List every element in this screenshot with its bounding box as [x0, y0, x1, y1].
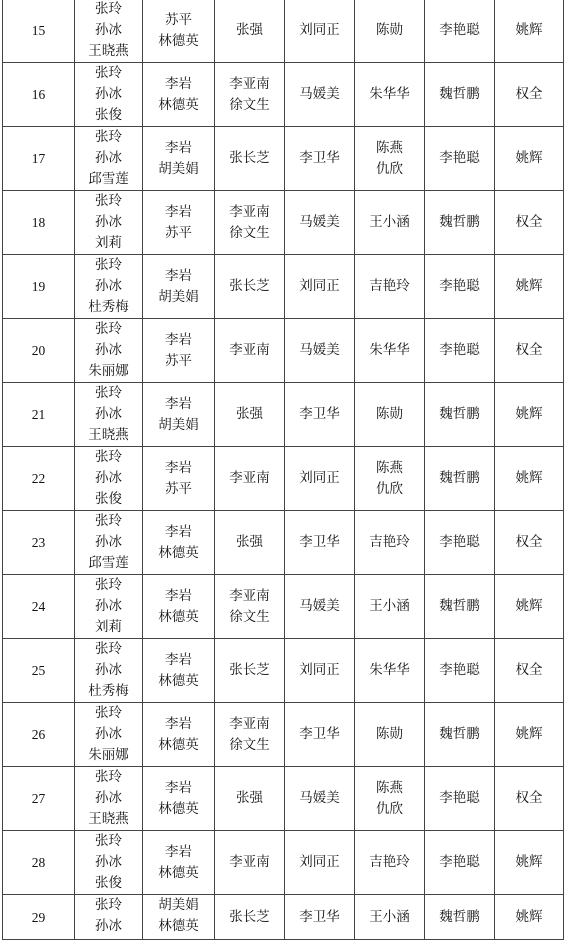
group-a-cell — [75, 319, 143, 383]
table-row — [3, 575, 564, 639]
row-number-cell: 15 — [3, 0, 75, 63]
name-text: 李艳聪 — [439, 342, 480, 358]
group-g-cell — [495, 319, 564, 383]
name-text: 刘同正 — [299, 854, 340, 870]
name-text: 李亚南 — [229, 203, 270, 220]
name-text: 陈燕 — [376, 779, 403, 796]
group-a-cell — [75, 127, 143, 191]
name-text: 孙冰 — [95, 470, 122, 486]
group-c-cell — [215, 255, 285, 319]
name-text: 张玲 — [95, 705, 122, 721]
name-text: 李卫华 — [299, 908, 340, 925]
group-b-cell — [143, 639, 215, 703]
name-text: 张玲 — [95, 385, 122, 401]
table-row — [3, 383, 564, 447]
name-text: 李艳聪 — [439, 790, 480, 806]
group-d-cell — [285, 127, 355, 191]
group-c-cell — [215, 831, 285, 895]
name-text: 李亚南 — [229, 587, 270, 604]
name-text: 朱丽娜 — [88, 747, 129, 763]
name-text: 权全 — [515, 534, 543, 550]
name-text: 姚辉 — [515, 598, 543, 614]
name-text: 姚辉 — [515, 726, 543, 742]
name-text: 孙冰 — [95, 662, 122, 678]
group-d-cell — [285, 63, 355, 127]
group-f-cell — [425, 767, 495, 831]
name-text: 李艳聪 — [439, 278, 480, 294]
name-text: 李岩 — [165, 203, 192, 220]
name-text: 魏哲鹏 — [439, 214, 480, 230]
name-text: 魏哲鹏 — [439, 726, 480, 742]
group-b-cell — [143, 255, 215, 319]
group-c-cell — [215, 127, 285, 191]
name-text: 李亚南 — [229, 75, 270, 92]
name-text: 徐文生 — [229, 96, 270, 113]
group-d-cell — [285, 191, 355, 255]
row-number-cell: 20 — [3, 319, 75, 383]
name-text: 张强 — [236, 534, 263, 550]
name-text: 张强 — [236, 22, 263, 38]
group-f-cell — [425, 639, 495, 703]
group-d-cell — [285, 511, 355, 575]
name-text: 孙冰 — [95, 406, 122, 422]
group-d-cell — [285, 255, 355, 319]
roster-sheet — [2, 0, 563, 940]
group-g-cell — [495, 63, 564, 127]
group-e-cell — [355, 319, 425, 383]
table-row — [3, 127, 564, 191]
name-text: 张玲 — [95, 769, 122, 785]
row-number-cell: 25 — [3, 639, 75, 703]
name-text: 李岩 — [165, 651, 192, 668]
name-text: 徐文生 — [229, 736, 270, 753]
group-a-cell — [75, 767, 143, 831]
table-row — [3, 703, 564, 767]
name-text: 林德英 — [158, 736, 199, 753]
group-f-cell — [425, 447, 495, 511]
group-d-cell — [285, 319, 355, 383]
name-text: 刘同正 — [299, 22, 340, 38]
group-g-cell — [495, 511, 564, 575]
name-text: 朱华华 — [369, 662, 410, 678]
name-text: 魏哲鹏 — [439, 598, 480, 614]
name-text: 马媛美 — [299, 598, 340, 614]
name-text: 张俊 — [95, 875, 122, 891]
name-text: 姚辉 — [515, 150, 543, 166]
name-text: 苏平 — [165, 480, 192, 497]
name-text: 仇欣 — [376, 480, 403, 497]
group-g-cell — [495, 255, 564, 319]
name-text: 姚辉 — [515, 470, 543, 486]
name-text: 李亚南 — [229, 854, 270, 870]
group-e-cell — [355, 0, 425, 63]
name-text: 张玲 — [95, 897, 122, 913]
name-text: 刘同正 — [299, 470, 340, 486]
name-text: 权全 — [515, 86, 543, 102]
name-text: 李艳聪 — [439, 534, 480, 550]
name-text: 李岩 — [165, 331, 192, 348]
group-f-cell — [425, 255, 495, 319]
name-text: 李岩 — [165, 267, 192, 284]
group-g-cell — [495, 575, 564, 639]
name-text: 王晓燕 — [88, 811, 129, 827]
name-text: 孙冰 — [95, 790, 122, 806]
group-a-cell — [75, 191, 143, 255]
row-number-cell: 26 — [3, 703, 75, 767]
name-text: 李卫华 — [299, 726, 340, 742]
name-text: 张玲 — [95, 833, 122, 849]
name-text: 陈勋 — [376, 726, 403, 742]
group-d-cell — [285, 639, 355, 703]
name-text: 苏平 — [165, 352, 192, 369]
name-text: 魏哲鹏 — [439, 908, 480, 925]
row-number-cell: 16 — [3, 63, 75, 127]
group-a-cell — [75, 831, 143, 895]
group-e-cell — [355, 383, 425, 447]
table-row — [3, 319, 564, 383]
name-text: 陈燕 — [376, 139, 403, 156]
row-number-cell: 29 — [3, 895, 75, 940]
name-text: 陈燕 — [376, 459, 403, 476]
group-a-cell — [75, 575, 143, 639]
name-text: 胡美娟 — [158, 160, 199, 177]
name-text: 孙冰 — [95, 854, 122, 870]
row-number-cell: 19 — [3, 255, 75, 319]
group-f-cell — [425, 63, 495, 127]
group-c-cell — [215, 191, 285, 255]
name-text: 林德英 — [158, 672, 199, 689]
name-text: 李卫华 — [299, 406, 340, 422]
row-number-cell: 24 — [3, 575, 75, 639]
group-d-cell — [285, 831, 355, 895]
name-text: 李艳聪 — [439, 22, 480, 38]
group-e-cell — [355, 703, 425, 767]
name-text: 孙冰 — [95, 86, 122, 102]
name-text: 权全 — [515, 342, 543, 358]
name-text: 孙冰 — [95, 918, 122, 934]
name-text: 林德英 — [158, 544, 199, 561]
name-text: 李岩 — [165, 139, 192, 156]
group-e-cell — [355, 255, 425, 319]
group-e-cell — [355, 511, 425, 575]
name-text: 李岩 — [165, 523, 192, 540]
name-text: 陈勋 — [376, 22, 403, 38]
group-d-cell — [285, 575, 355, 639]
name-text: 李亚南 — [229, 715, 270, 732]
group-b-cell — [143, 703, 215, 767]
group-a-cell — [75, 447, 143, 511]
name-text: 魏哲鹏 — [439, 406, 480, 422]
name-text: 林德英 — [158, 608, 199, 625]
name-text: 李艳聪 — [439, 662, 480, 678]
name-text: 李亚南 — [229, 342, 270, 358]
group-b-cell — [143, 127, 215, 191]
row-number-cell: 27 — [3, 767, 75, 831]
name-text: 王晓燕 — [88, 427, 129, 443]
name-text: 刘莉 — [95, 619, 122, 635]
name-text: 王小涵 — [369, 908, 410, 925]
name-text: 姚辉 — [515, 908, 543, 925]
name-text: 苏平 — [165, 11, 192, 28]
group-g-cell — [495, 127, 564, 191]
name-text: 朱华华 — [369, 342, 410, 358]
group-g-cell — [495, 383, 564, 447]
name-text: 邱雪莲 — [88, 555, 129, 571]
group-d-cell — [285, 767, 355, 831]
name-text: 孙冰 — [95, 598, 122, 614]
group-a-cell — [75, 383, 143, 447]
name-text: 吉艳玲 — [369, 854, 410, 870]
name-text: 仇欣 — [376, 160, 403, 177]
name-text: 刘同正 — [299, 662, 340, 678]
group-g-cell — [495, 447, 564, 511]
name-text: 张长芝 — [229, 662, 270, 678]
name-text: 李艳聪 — [439, 150, 480, 166]
row-number-cell: 22 — [3, 447, 75, 511]
group-g-cell — [495, 831, 564, 895]
name-text: 苏平 — [165, 224, 192, 241]
group-g-cell — [495, 639, 564, 703]
group-a-cell — [75, 639, 143, 703]
name-text: 张长芝 — [229, 150, 270, 166]
group-e-cell — [355, 575, 425, 639]
name-text: 孙冰 — [95, 726, 122, 742]
name-text: 张俊 — [95, 491, 122, 507]
name-text: 李岩 — [165, 843, 192, 860]
name-text: 孙冰 — [95, 534, 122, 550]
name-text: 张强 — [236, 406, 263, 422]
group-f-cell — [425, 703, 495, 767]
group-f-cell — [425, 127, 495, 191]
table-row — [3, 191, 564, 255]
name-text: 李岩 — [165, 459, 192, 476]
name-text: 张强 — [236, 790, 263, 806]
group-b-cell — [143, 511, 215, 575]
group-g-cell — [495, 703, 564, 767]
name-text: 王晓燕 — [88, 43, 129, 59]
table-row — [3, 767, 564, 831]
name-text: 马媛美 — [299, 214, 340, 230]
name-text: 吉艳玲 — [369, 278, 410, 294]
name-text: 权全 — [515, 790, 543, 806]
row-number-cell: 18 — [3, 191, 75, 255]
group-c-cell — [215, 767, 285, 831]
group-a-cell — [75, 0, 143, 63]
roster-table — [2, 0, 564, 940]
group-e-cell — [355, 639, 425, 703]
name-text: 张玲 — [95, 257, 122, 273]
name-text: 张玲 — [95, 193, 122, 209]
roster-body — [3, 0, 564, 940]
name-text: 林德英 — [158, 864, 199, 881]
name-text: 王小涵 — [369, 214, 410, 230]
group-e-cell — [355, 831, 425, 895]
group-c-cell — [215, 703, 285, 767]
table-row — [3, 447, 564, 511]
group-a-cell — [75, 255, 143, 319]
name-text: 姚辉 — [515, 22, 543, 38]
group-a-cell — [75, 63, 143, 127]
name-text: 李亚南 — [229, 470, 270, 486]
name-text: 张俊 — [95, 107, 122, 123]
name-text: 李岩 — [165, 715, 192, 732]
name-text: 徐文生 — [229, 608, 270, 625]
table-row — [3, 255, 564, 319]
name-text: 李卫华 — [299, 150, 340, 166]
name-text: 王小涵 — [369, 598, 410, 614]
group-b-cell — [143, 383, 215, 447]
name-text: 张玲 — [95, 449, 122, 465]
group-c-cell — [215, 383, 285, 447]
name-text: 朱丽娜 — [88, 363, 129, 379]
group-a-cell — [75, 511, 143, 575]
name-text: 杜秀梅 — [88, 683, 129, 699]
name-text: 李卫华 — [299, 534, 340, 550]
group-f-cell — [425, 383, 495, 447]
group-a-cell — [75, 703, 143, 767]
group-c-cell — [215, 319, 285, 383]
name-text: 李艳聪 — [439, 854, 480, 870]
group-b-cell — [143, 831, 215, 895]
name-text: 张玲 — [95, 129, 122, 145]
table-row — [3, 511, 564, 575]
name-text: 张玲 — [95, 641, 122, 657]
group-c-cell — [215, 447, 285, 511]
group-e-cell — [355, 191, 425, 255]
name-text: 刘同正 — [299, 278, 340, 294]
name-text: 胡美娟 — [158, 416, 199, 433]
table-row — [3, 831, 564, 895]
name-text: 林德英 — [158, 32, 199, 49]
group-b-cell — [143, 319, 215, 383]
name-text: 张玲 — [95, 577, 122, 593]
group-d-cell — [285, 0, 355, 63]
group-c-cell — [215, 63, 285, 127]
name-text: 张玲 — [95, 1, 122, 17]
group-b-cell — [143, 191, 215, 255]
name-text: 马媛美 — [299, 342, 340, 358]
group-d-cell — [285, 447, 355, 511]
name-text: 张长芝 — [229, 908, 270, 925]
name-text: 胡美娟 — [158, 288, 199, 305]
name-text: 杜秀梅 — [88, 299, 129, 315]
group-b-cell — [143, 447, 215, 511]
name-text: 魏哲鹏 — [439, 470, 480, 486]
group-d-cell — [285, 383, 355, 447]
name-text: 姚辉 — [515, 406, 543, 422]
group-e-cell — [355, 127, 425, 191]
name-text: 张玲 — [95, 513, 122, 529]
group-f-cell — [425, 0, 495, 63]
group-c-cell — [215, 575, 285, 639]
name-text: 林德英 — [158, 96, 199, 113]
group-e-cell — [355, 767, 425, 831]
group-f-cell — [425, 575, 495, 639]
name-text: 孙冰 — [95, 214, 122, 230]
group-c-cell — [215, 511, 285, 575]
name-text: 吉艳玲 — [369, 534, 410, 550]
name-text: 刘莉 — [95, 235, 122, 251]
name-text: 张长芝 — [229, 278, 270, 294]
name-text: 仇欣 — [376, 800, 403, 817]
row-number-cell: 17 — [3, 127, 75, 191]
group-f-cell — [425, 831, 495, 895]
group-d-cell — [285, 703, 355, 767]
name-text: 马媛美 — [299, 790, 340, 806]
name-text: 林德英 — [158, 800, 199, 817]
name-text: 徐文生 — [229, 224, 270, 241]
group-b-cell — [143, 0, 215, 63]
table-row — [3, 639, 564, 703]
name-text: 邱雪莲 — [88, 171, 129, 187]
group-g-cell — [495, 767, 564, 831]
group-f-cell — [425, 191, 495, 255]
group-f-cell — [425, 511, 495, 575]
group-e-cell — [355, 447, 425, 511]
name-text: 魏哲鹏 — [439, 86, 480, 102]
name-text: 姚辉 — [515, 278, 543, 294]
row-number-cell: 28 — [3, 831, 75, 895]
name-text: 孙冰 — [95, 342, 122, 358]
name-text: 权全 — [515, 214, 543, 230]
name-text: 陈勋 — [376, 406, 403, 422]
name-text: 李岩 — [165, 779, 192, 796]
table-row — [3, 63, 564, 127]
name-text: 李岩 — [165, 587, 192, 604]
name-text: 孙冰 — [95, 278, 122, 294]
group-c-cell — [215, 0, 285, 63]
name-text: 马媛美 — [299, 86, 340, 102]
name-text: 胡美娟 — [158, 897, 199, 913]
name-text: 李岩 — [165, 395, 192, 412]
group-e-cell — [355, 63, 425, 127]
row-number-cell: 23 — [3, 511, 75, 575]
name-text: 林德英 — [158, 918, 199, 934]
name-text: 孙冰 — [95, 22, 122, 38]
name-text: 朱华华 — [369, 86, 410, 102]
group-b-cell — [143, 767, 215, 831]
name-text: 权全 — [515, 662, 543, 678]
group-c-cell — [215, 639, 285, 703]
row-number-cell: 21 — [3, 383, 75, 447]
name-text: 孙冰 — [95, 150, 122, 166]
name-text: 张玲 — [95, 65, 122, 81]
name-text: 张玲 — [95, 321, 122, 337]
group-g-cell — [495, 0, 564, 63]
table-row — [3, 0, 564, 63]
group-f-cell — [425, 319, 495, 383]
name-text: 姚辉 — [515, 854, 543, 870]
group-g-cell — [495, 191, 564, 255]
group-b-cell — [143, 575, 215, 639]
name-text: 李岩 — [165, 75, 192, 92]
group-b-cell — [143, 63, 215, 127]
